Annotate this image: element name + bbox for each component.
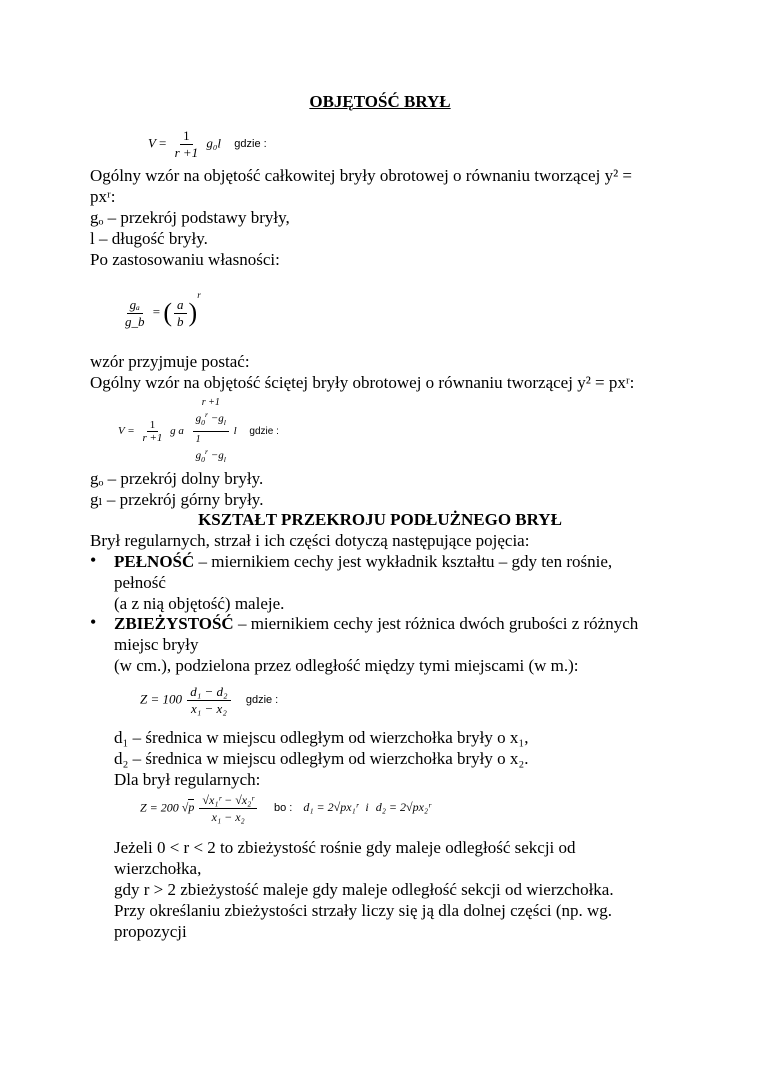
eq-denominator: x₁ − x₂	[190, 701, 227, 716]
eq-denominator: g_b	[125, 313, 145, 329]
eq-gdzie: gdzie :	[245, 694, 279, 707]
eq-big-fraction	[193, 397, 229, 466]
text-line: d₂ – średnica w miejscu odległym od wierzchołka bryły o x₂.	[114, 749, 529, 768]
eq-numerator: 1	[180, 128, 193, 145]
text-line: Ogólny wzór na objętość ściętej bryły obrotowej o równaniu tworzącej y² = pxʳ:	[90, 373, 635, 392]
paren-right-icon: )	[188, 298, 198, 328]
eq-tail: g₀l	[206, 135, 222, 151]
bullet-rest: – miernikiem cechy jest różnica dwóch grubości z różnych	[233, 614, 639, 633]
text-line: (w cm.), podzielona przez odległość między tymi miejscami (w m.):	[114, 656, 579, 675]
eq-gdzie: gdzie :	[234, 138, 267, 151]
text-line: Jeżeli 0 < r < 2 to zbieżystość rośnie gdy maleje odległość sekcji od	[114, 838, 576, 857]
eq-fraction	[174, 297, 187, 330]
page-title: OBJĘTOŚĆ BRYŁ	[309, 92, 451, 111]
text-line: miejsc bryły	[114, 635, 199, 654]
section-heading: KSZTAŁT PRZEKROJU PODŁUŻNEGO BRYŁ	[198, 510, 562, 529]
text-line: pełność	[114, 573, 166, 592]
eq-numerator: d₁ − d₂	[187, 684, 230, 701]
eq-numerator: 1	[147, 419, 159, 432]
text-line: Dla brył regularnych:	[114, 770, 261, 789]
bullet-dot-icon: •	[90, 550, 97, 570]
eq-fraction	[139, 419, 165, 444]
text-line: gₒ – przekrój podstawy bryły,	[90, 208, 290, 227]
eq-exponent: r	[197, 290, 201, 300]
eq-denominator: b	[177, 313, 184, 329]
text-line: wierzchołka,	[114, 859, 202, 878]
d-exp: 1	[195, 433, 201, 445]
text-line: Ogólny wzór na objętość całkowitej bryły obrotowej o równaniu tworzącej y² =	[90, 166, 633, 185]
bullet-dot-icon: •	[90, 612, 97, 632]
text-line: gₒ – przekrój dolny bryły.	[90, 469, 264, 488]
text-line: gₗ – przekrój górny bryły.	[90, 490, 264, 509]
bullet-line	[114, 552, 612, 572]
eq-fraction	[122, 297, 148, 330]
text-line: d₁ – średnica w miejscu odległym od wierzchołka bryły o x₁,	[114, 728, 529, 747]
eq-numerator: a	[174, 297, 187, 314]
eq-d2: d₂ = 2√px₂ʳ	[375, 800, 431, 815]
eq-big-numerator	[193, 397, 229, 432]
d-expden: r	[205, 446, 209, 456]
g-symbol: g	[195, 412, 202, 425]
equation-taper	[140, 684, 278, 717]
bullet-line	[114, 614, 638, 634]
eq-gdzie: gdzie :	[249, 425, 279, 437]
eq-lhs: Z = 100	[140, 691, 183, 707]
paren-left-icon: (	[163, 298, 173, 328]
eq-numerator: √x₁ʳ − √x₂ʳ	[199, 792, 257, 809]
eq-numerator: gₐ	[127, 297, 143, 314]
eq-sqrt-p: p	[188, 800, 195, 815]
equation-volume-truncated	[118, 397, 279, 466]
eq-l: l	[233, 424, 237, 437]
eq-bo: bo :	[273, 802, 293, 815]
eq-denominator: r +1	[142, 431, 163, 444]
eq-sign: =	[158, 135, 167, 151]
eq-fraction	[187, 684, 230, 717]
eq-fraction	[172, 128, 202, 161]
text-line: pxʳ:	[90, 187, 116, 206]
minus-g: −g	[210, 412, 224, 425]
text-line: Po zastosowaniu własności:	[90, 250, 280, 269]
text-line: Przy określaniu zbieżystości strzały liczy się ją dla dolnej części (np. wg.	[114, 901, 613, 920]
bullet-rest: – miernikiem cechy jest wykładnik kształtu – gdy ten rośnie,	[194, 552, 613, 571]
eq-lhs: Z = 200	[140, 800, 179, 815]
eq-big-denominator: 1 $g_0^r -g_l$	[195, 433, 226, 464]
eq-i: i	[365, 800, 369, 815]
bullet-term: PEŁNOŚĆ	[114, 552, 195, 571]
eq-lhs: V =	[118, 425, 135, 438]
sub-l: l	[223, 417, 226, 427]
exp-den: r	[205, 410, 209, 419]
sqrt-icon: √	[181, 800, 189, 815]
text-line: gdy r > 2 zbieżystość maleje gdy maleje odległość sekcji od wierzchołka.	[114, 880, 614, 899]
text-line: propozycji	[114, 922, 187, 941]
exp-num: r +1	[201, 397, 220, 408]
eq-sign: =	[152, 304, 161, 319]
equation-volume-total	[148, 128, 267, 161]
equation-ratio	[120, 290, 201, 330]
eq-denominator: x₁ − x₂	[211, 810, 245, 824]
eq-d1: d₁ = 2√px₁ʳ	[303, 800, 359, 815]
eq-fraction	[199, 792, 257, 825]
eq-ga: g a	[170, 424, 184, 437]
sub-zero: 0	[201, 417, 206, 427]
eq-symbol: V	[148, 135, 156, 151]
eq-denominator: r +1	[174, 145, 199, 160]
text-line: Brył regularnych, strzał i ich części dotyczą następujące pojęcia:	[90, 531, 530, 550]
text-line: l – długość bryły.	[90, 229, 208, 248]
bullet-term: ZBIEŻYSTOŚĆ	[114, 614, 234, 633]
equation-taper-regular	[140, 792, 431, 825]
text-line: (a z nią objętość) maleje.	[114, 594, 285, 613]
text-line: wzór przyjmuje postać:	[90, 352, 250, 371]
